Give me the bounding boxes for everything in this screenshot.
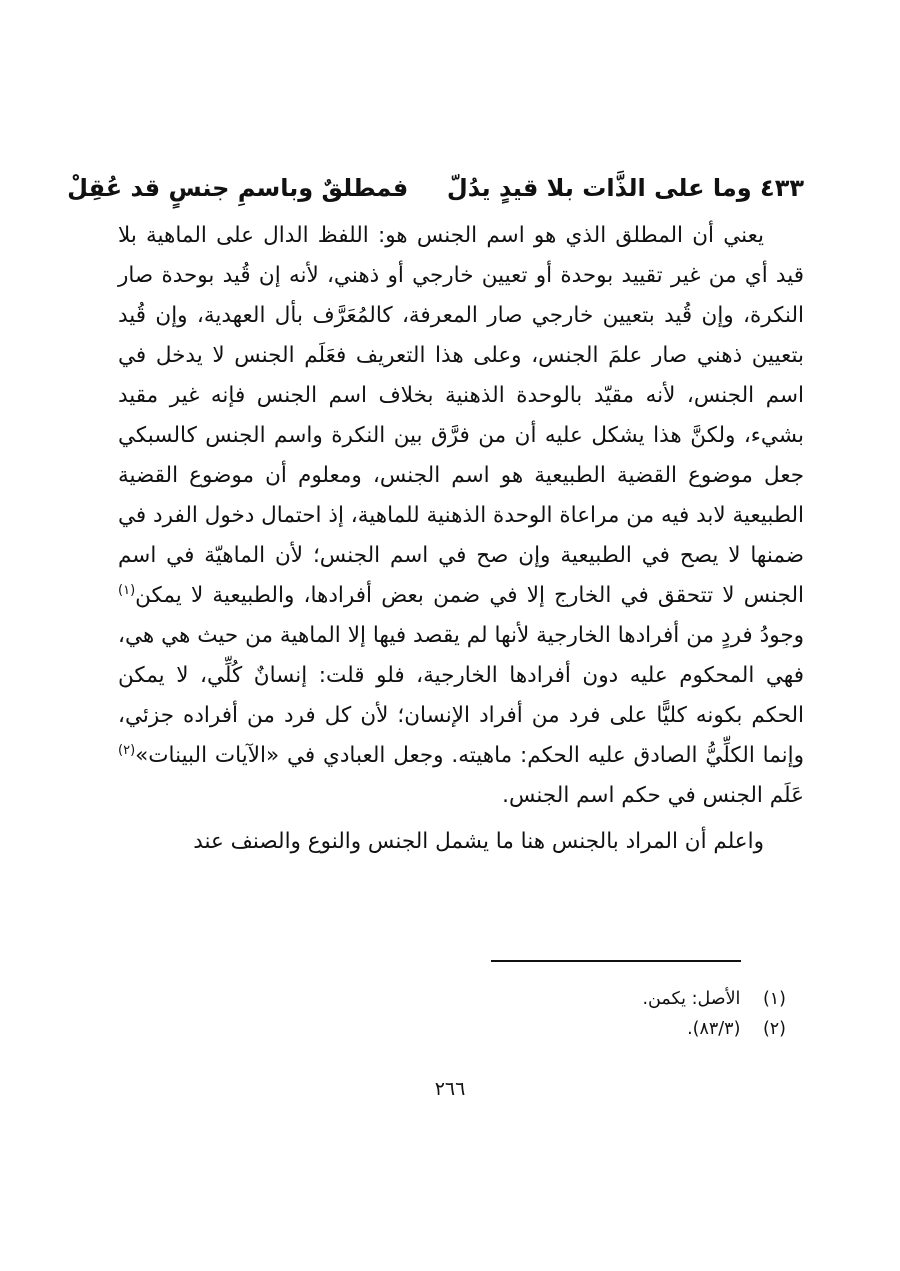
paragraph-1-part-1: يعني أن المطلق الذي هو اسم الجنس هو: اللفظ الدال على الماهية بلا قيد أي من غير تقييد بوحدة أو تعيين خارجي أو ذهني، لأنه إن قُيد بوحدة صار النكرة، وإن قُيد بتعيين خارجي صار المعرفة، كالمُعَرَّف بأل العهدية، وإن قُيد بتعيين ذهني صار علمَ الجنس، وعلى هذا التعريف فعَلَم الجنس لا يدخل في اسم الجنس، لأنه مقيّد بالوحدة الذهنية بخلاف اسم الجنس فإنه غير مقيد بشيء، ولكنَّ هذا يشكل عليه أن من فرَّق بين النكرة واسم الجنس كالسبكي جعل موضوع القضية الطبيعية هو اسم الجنس، ومعلوم أن موضوع القضية الطبيعية لابد فيه من مراعاة الوحدة الذهنية للماهية، إذ احتمال دخول الفرد في ضمنها لا يصح في الطبيعية وإن صح في اسم الجنس؛ لأن الماهيّة في اسم الجنس لا تتحقق في الخارج إلا في ضمن بعض أفرادها، والطبيعية لا يمكن [118, 223, 804, 608]
footnote-1-number: (١) [762, 989, 786, 1009]
verse-line [67, 168, 804, 208]
footnote-2-text: (٨٣/٣). [687, 1019, 741, 1039]
paragraph-1-part-3: عَلَم الجنس في حكم اسم الجنس. [502, 783, 804, 808]
page-content [67, 168, 804, 862]
verse-number: ٤٣٣ [760, 174, 804, 202]
footnote-2-number: (٢) [762, 1019, 786, 1039]
footnote-1-text: الأصل: يكمن. [642, 989, 741, 1009]
footnote-divider [491, 960, 741, 962]
footnote-reference-2: (٢) [118, 742, 136, 758]
footnote-1 [118, 984, 786, 1014]
commentary-paragraph-2: واعلم أن المراد بالجنس هنا ما يشمل الجنس والنوع والصنف عند [193, 829, 764, 854]
footnote-2 [118, 1014, 786, 1044]
commentary-paragraph-1 [118, 216, 804, 816]
paragraph-1-part-2: وجودُ فردٍ من أفرادها الخارجية لأنها لم يقصد فيها إلا الماهية من حيث هي هي، فهي المحكوم عليه دون أفرادها الخارجية، فلو قلت: إنسانٌ كُلِّي، لا يمكن الحكم بكونه كليًّا على فرد من أفراد الإنسان؛ لأن كل فرد من أفراده جزئي، وإنما الكلِّيُّ الصادق عليه الحكم: ماهيته. وجعل العبادي في «الآيات البينات» [118, 623, 804, 768]
page-number: ٢٦٦ [434, 1078, 466, 1100]
commentary-text [118, 216, 804, 862]
verse-first-hemistich: وما على الذَّات بلا قيدٍ يدُلّ [446, 174, 752, 202]
verse-second-hemistich: فمطلقٌ وباسمِ جنسٍ قد عُقِلْ [67, 174, 409, 202]
footnote-reference-1: (١) [118, 582, 136, 598]
footnotes [118, 984, 786, 1044]
